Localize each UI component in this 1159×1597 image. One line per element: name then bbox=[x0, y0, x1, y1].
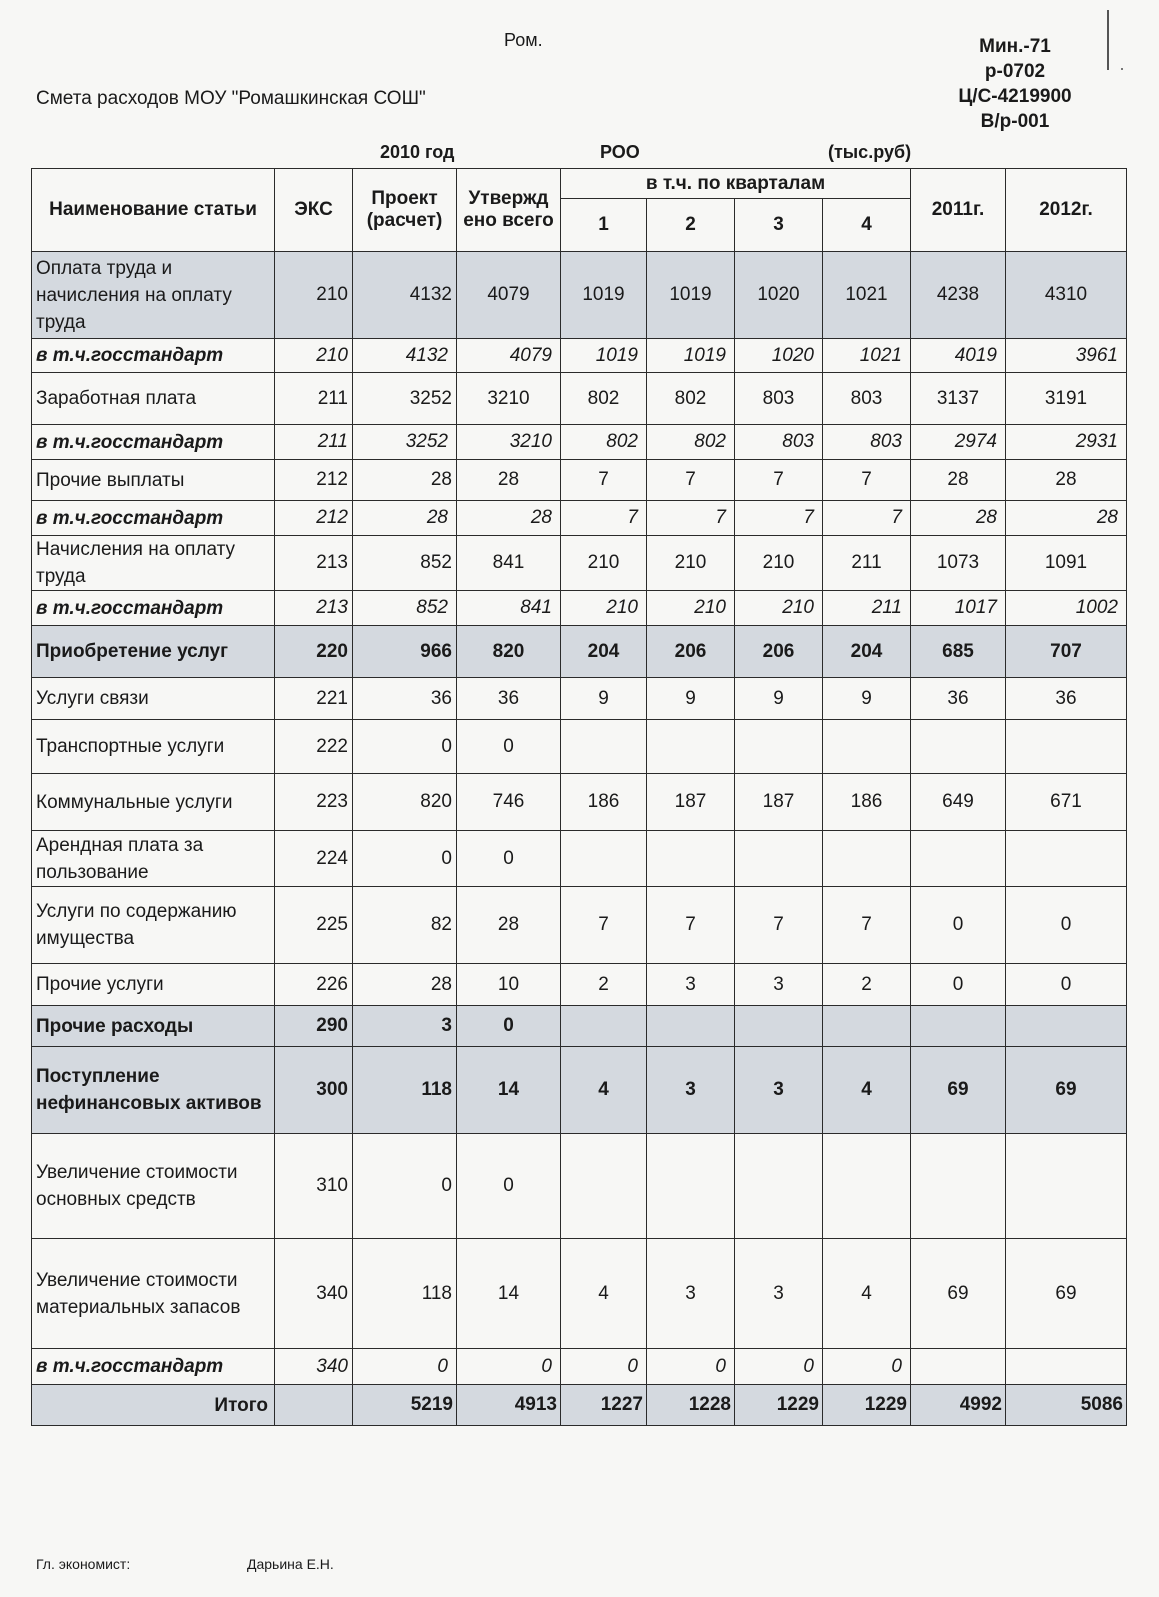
table-row bbox=[32, 720, 1127, 774]
cell-y2012 bbox=[1006, 720, 1127, 774]
row-name: Транспортные услуги bbox=[32, 720, 275, 774]
cell-appr: 841 bbox=[457, 591, 561, 626]
budget-table bbox=[31, 168, 1127, 1426]
cell-proj: 118 bbox=[353, 1047, 457, 1134]
cell-y2011: 685 bbox=[911, 626, 1006, 678]
cell-q2: 206 bbox=[647, 626, 735, 678]
cell-proj: 4132 bbox=[353, 339, 457, 373]
cell-eks: 225 bbox=[275, 887, 353, 964]
cell-q2: 3 bbox=[647, 1239, 735, 1349]
cell-eks: 211 bbox=[275, 425, 353, 460]
cell-appr: 3210 bbox=[457, 425, 561, 460]
cell-appr: 3210 bbox=[457, 373, 561, 425]
cell-q2 bbox=[647, 1006, 735, 1047]
cell-q3: 1229 bbox=[735, 1385, 823, 1426]
cell-q2: 7 bbox=[647, 460, 735, 501]
cell-y2011: 649 bbox=[911, 774, 1006, 831]
budget-year: 2010 год bbox=[380, 142, 455, 162]
cell-q2: 9 bbox=[647, 678, 735, 720]
cell-proj: 0 bbox=[353, 720, 457, 774]
department-label: РОО bbox=[600, 142, 640, 162]
cell-q1: 210 bbox=[561, 591, 647, 626]
cell-q4 bbox=[823, 1006, 911, 1047]
cell-proj: 118 bbox=[353, 1239, 457, 1349]
code-section: р-0702 bbox=[984, 61, 1046, 82]
top-center-note: Ром. bbox=[504, 30, 543, 50]
cell-q3: 803 bbox=[735, 425, 823, 460]
row-name: в т.ч.госстандарт bbox=[32, 425, 275, 460]
cell-q3: 3 bbox=[735, 1239, 823, 1349]
row-name: Оплата труда и начисления на оплату труда bbox=[32, 252, 275, 339]
cell-q3: 0 bbox=[735, 1349, 823, 1385]
cell-y2011: 69 bbox=[911, 1239, 1006, 1349]
table-row bbox=[32, 678, 1127, 720]
cell-y2012: 3191 bbox=[1006, 373, 1127, 425]
row-name: Прочие услуги bbox=[32, 964, 275, 1006]
cell-y2012: 4310 bbox=[1006, 252, 1127, 339]
cell-q4: 4 bbox=[823, 1239, 911, 1349]
row-name: Арендная плата за пользование bbox=[32, 831, 275, 887]
cell-q2 bbox=[647, 720, 735, 774]
cell-y2012: 0 bbox=[1006, 887, 1127, 964]
cell-eks: 226 bbox=[275, 964, 353, 1006]
cell-q3: 187 bbox=[735, 774, 823, 831]
cell-q1: 4 bbox=[561, 1047, 647, 1134]
cell-q4: 7 bbox=[823, 887, 911, 964]
cell-q1 bbox=[561, 720, 647, 774]
cell-q2: 7 bbox=[647, 501, 735, 536]
cell-appr: 28 bbox=[457, 460, 561, 501]
cell-proj: 0 bbox=[353, 1349, 457, 1385]
header-name: Наименование статьи bbox=[32, 169, 275, 252]
cell-eks: 223 bbox=[275, 774, 353, 831]
cell-proj: 3252 bbox=[353, 425, 457, 460]
cell-q1: 9 bbox=[561, 678, 647, 720]
cell-y2011 bbox=[911, 1134, 1006, 1239]
cell-q2: 3 bbox=[647, 964, 735, 1006]
table-row bbox=[32, 339, 1127, 373]
cell-q4: 204 bbox=[823, 626, 911, 678]
table-row bbox=[32, 774, 1127, 831]
row-name: Увеличение стоимости материальных запасов bbox=[32, 1239, 275, 1349]
cell-q1: 4 bbox=[561, 1239, 647, 1349]
cell-q3: 803 bbox=[735, 373, 823, 425]
cell-appr: 841 bbox=[457, 536, 561, 591]
cell-y2012 bbox=[1006, 1134, 1127, 1239]
cell-y2012: 1091 bbox=[1006, 536, 1127, 591]
cell-y2011 bbox=[911, 720, 1006, 774]
cell-q4: 0 bbox=[823, 1349, 911, 1385]
header-eks: ЭКС bbox=[275, 169, 353, 252]
cell-q4 bbox=[823, 1134, 911, 1239]
cell-q4: 803 bbox=[823, 425, 911, 460]
cell-q3 bbox=[735, 720, 823, 774]
cell-eks: 340 bbox=[275, 1349, 353, 1385]
cell-q4: 211 bbox=[823, 591, 911, 626]
cell-eks: 212 bbox=[275, 460, 353, 501]
cell-appr: 0 bbox=[457, 831, 561, 887]
table-row bbox=[32, 1006, 1127, 1047]
cell-q1: 1019 bbox=[561, 252, 647, 339]
table-row bbox=[32, 1047, 1127, 1134]
cell-y2011: 4238 bbox=[911, 252, 1006, 339]
cell-y2012: 36 bbox=[1006, 678, 1127, 720]
row-name: Итого bbox=[32, 1385, 275, 1426]
cell-q1: 2 bbox=[561, 964, 647, 1006]
cell-q4 bbox=[823, 831, 911, 887]
cell-appr: 14 bbox=[457, 1047, 561, 1134]
cell-q2: 1228 bbox=[647, 1385, 735, 1426]
cell-y2011: 3137 bbox=[911, 373, 1006, 425]
page-edge-mark bbox=[1107, 10, 1109, 70]
signature-name: Дарьина Е.Н. bbox=[247, 1556, 334, 1572]
table-row bbox=[32, 252, 1127, 339]
cell-eks: 221 bbox=[275, 678, 353, 720]
cell-q4: 211 bbox=[823, 536, 911, 591]
cell-eks: 220 bbox=[275, 626, 353, 678]
page-edge-dot bbox=[1121, 68, 1123, 70]
row-name: Увеличение стоимости основных средств bbox=[32, 1134, 275, 1239]
cell-eks: 212 bbox=[275, 501, 353, 536]
cell-proj: 852 bbox=[353, 591, 457, 626]
header-2012: 2012г. bbox=[1006, 169, 1127, 252]
cell-eks: 211 bbox=[275, 373, 353, 425]
row-name: Услуги по содержанию имущества bbox=[32, 887, 275, 964]
cell-q3: 7 bbox=[735, 501, 823, 536]
cell-y2011: 0 bbox=[911, 887, 1006, 964]
cell-y2011: 1073 bbox=[911, 536, 1006, 591]
header-quarter-2: 2 bbox=[647, 199, 735, 252]
header-project: Проект (расчет) bbox=[353, 169, 457, 252]
cell-y2011 bbox=[911, 1349, 1006, 1385]
cell-q4: 803 bbox=[823, 373, 911, 425]
cell-proj: 3252 bbox=[353, 373, 457, 425]
table-row bbox=[32, 425, 1127, 460]
cell-proj: 4132 bbox=[353, 252, 457, 339]
cell-q3 bbox=[735, 1006, 823, 1047]
row-name: Начисления на оплату труда bbox=[32, 536, 275, 591]
cell-y2012 bbox=[1006, 1349, 1127, 1385]
document-title: Смета расходов МОУ "Ромашкинская СОШ" bbox=[36, 88, 426, 109]
cell-q2: 187 bbox=[647, 774, 735, 831]
cell-q3 bbox=[735, 831, 823, 887]
cell-q4: 7 bbox=[823, 460, 911, 501]
cell-eks: 300 bbox=[275, 1047, 353, 1134]
cell-q3: 3 bbox=[735, 1047, 823, 1134]
cell-q1: 802 bbox=[561, 425, 647, 460]
cell-q1: 0 bbox=[561, 1349, 647, 1385]
cell-q2: 1019 bbox=[647, 339, 735, 373]
code-target: Ц/С-4219900 bbox=[958, 86, 1072, 107]
table-row bbox=[32, 887, 1127, 964]
header-2011: 2011г. bbox=[911, 169, 1006, 252]
cell-y2011: 28 bbox=[911, 501, 1006, 536]
cell-proj: 852 bbox=[353, 536, 457, 591]
cell-q1: 7 bbox=[561, 887, 647, 964]
table-row bbox=[32, 373, 1127, 425]
row-name: Приобретение услуг bbox=[32, 626, 275, 678]
cell-eks: 210 bbox=[275, 339, 353, 373]
cell-q4: 4 bbox=[823, 1047, 911, 1134]
cell-q1 bbox=[561, 1006, 647, 1047]
cell-q4: 1021 bbox=[823, 339, 911, 373]
cell-q1 bbox=[561, 831, 647, 887]
cell-y2011: 1017 bbox=[911, 591, 1006, 626]
cell-appr: 820 bbox=[457, 626, 561, 678]
cell-y2012: 0 bbox=[1006, 964, 1127, 1006]
cell-appr: 28 bbox=[457, 887, 561, 964]
cell-eks: 213 bbox=[275, 536, 353, 591]
cell-appr: 746 bbox=[457, 774, 561, 831]
header-approved: Утвержд ено всего bbox=[457, 169, 561, 252]
cell-eks: 213 bbox=[275, 591, 353, 626]
cell-y2012: 1002 bbox=[1006, 591, 1127, 626]
table-row bbox=[32, 1239, 1127, 1349]
header-quarter-1: 1 bbox=[561, 199, 647, 252]
cell-q2: 3 bbox=[647, 1047, 735, 1134]
cell-y2011 bbox=[911, 831, 1006, 887]
cell-proj: 0 bbox=[353, 831, 457, 887]
table-header-row bbox=[32, 169, 1127, 199]
header-quarters-title: в т.ч. по кварталам bbox=[561, 169, 911, 199]
units-label: (тыс.руб) bbox=[828, 142, 912, 162]
cell-q2: 210 bbox=[647, 536, 735, 591]
cell-y2011: 2974 bbox=[911, 425, 1006, 460]
row-name: в т.ч.госстандарт bbox=[32, 501, 275, 536]
cell-eks: 222 bbox=[275, 720, 353, 774]
code-ministry: Мин.-71 bbox=[979, 36, 1051, 57]
cell-q3 bbox=[735, 1134, 823, 1239]
table-row bbox=[32, 1349, 1127, 1385]
cell-q3: 3 bbox=[735, 964, 823, 1006]
cell-y2012 bbox=[1006, 831, 1127, 887]
cell-q2: 210 bbox=[647, 591, 735, 626]
cell-q3: 7 bbox=[735, 460, 823, 501]
cell-q3: 210 bbox=[735, 536, 823, 591]
cell-y2012: 5086 bbox=[1006, 1385, 1127, 1426]
cell-q1: 186 bbox=[561, 774, 647, 831]
cell-eks: 210 bbox=[275, 252, 353, 339]
cell-y2012 bbox=[1006, 1006, 1127, 1047]
cell-y2011: 28 bbox=[911, 460, 1006, 501]
cell-q4 bbox=[823, 720, 911, 774]
cell-appr: 0 bbox=[457, 1349, 561, 1385]
cell-q4: 1021 bbox=[823, 252, 911, 339]
cell-q3: 206 bbox=[735, 626, 823, 678]
cell-proj: 5219 bbox=[353, 1385, 457, 1426]
table-row bbox=[32, 536, 1127, 591]
cell-q2: 1019 bbox=[647, 252, 735, 339]
cell-eks: 340 bbox=[275, 1239, 353, 1349]
cell-y2012: 28 bbox=[1006, 501, 1127, 536]
table-row bbox=[32, 626, 1127, 678]
cell-q4: 2 bbox=[823, 964, 911, 1006]
cell-q2: 0 bbox=[647, 1349, 735, 1385]
cell-appr: 28 bbox=[457, 501, 561, 536]
cell-y2012: 2931 bbox=[1006, 425, 1127, 460]
cell-proj: 28 bbox=[353, 964, 457, 1006]
table-row bbox=[32, 460, 1127, 501]
cell-q1: 210 bbox=[561, 536, 647, 591]
cell-y2012: 671 bbox=[1006, 774, 1127, 831]
table-row bbox=[32, 501, 1127, 536]
cell-q1 bbox=[561, 1134, 647, 1239]
cell-q4: 7 bbox=[823, 501, 911, 536]
cell-proj: 28 bbox=[353, 460, 457, 501]
row-name: в т.ч.госстандарт bbox=[32, 1349, 275, 1385]
cell-q1: 7 bbox=[561, 501, 647, 536]
cell-appr: 4913 bbox=[457, 1385, 561, 1426]
cell-proj: 966 bbox=[353, 626, 457, 678]
cell-q1: 204 bbox=[561, 626, 647, 678]
cell-q2 bbox=[647, 831, 735, 887]
cell-q1: 1019 bbox=[561, 339, 647, 373]
cell-q4: 186 bbox=[823, 774, 911, 831]
cell-proj: 82 bbox=[353, 887, 457, 964]
cell-q3: 1020 bbox=[735, 252, 823, 339]
cell-y2012: 69 bbox=[1006, 1239, 1127, 1349]
cell-q3: 7 bbox=[735, 887, 823, 964]
cell-y2011 bbox=[911, 1006, 1006, 1047]
budget-codes bbox=[940, 34, 1090, 134]
row-name: Коммунальные услуги bbox=[32, 774, 275, 831]
cell-q4: 1229 bbox=[823, 1385, 911, 1426]
table-row bbox=[32, 964, 1127, 1006]
cell-proj: 820 bbox=[353, 774, 457, 831]
cell-appr: 10 bbox=[457, 964, 561, 1006]
cell-q3: 210 bbox=[735, 591, 823, 626]
cell-y2012: 28 bbox=[1006, 460, 1127, 501]
table-row bbox=[32, 831, 1127, 887]
table-row bbox=[32, 591, 1127, 626]
row-name: в т.ч.госстандарт bbox=[32, 339, 275, 373]
table-body bbox=[32, 252, 1127, 1426]
cell-y2011: 4992 bbox=[911, 1385, 1006, 1426]
cell-appr: 0 bbox=[457, 1134, 561, 1239]
cell-q1: 802 bbox=[561, 373, 647, 425]
row-name: Прочие выплаты bbox=[32, 460, 275, 501]
cell-proj: 28 bbox=[353, 501, 457, 536]
row-name: Поступление нефинансовых активов bbox=[32, 1047, 275, 1134]
cell-q1: 1227 bbox=[561, 1385, 647, 1426]
cell-q2: 802 bbox=[647, 373, 735, 425]
cell-appr: 4079 bbox=[457, 252, 561, 339]
cell-q2: 802 bbox=[647, 425, 735, 460]
cell-appr: 36 bbox=[457, 678, 561, 720]
cell-q3: 9 bbox=[735, 678, 823, 720]
cell-appr: 14 bbox=[457, 1239, 561, 1349]
cell-y2011: 69 bbox=[911, 1047, 1006, 1134]
cell-appr: 0 bbox=[457, 1006, 561, 1047]
row-name: в т.ч.госстандарт bbox=[32, 591, 275, 626]
cell-proj: 0 bbox=[353, 1134, 457, 1239]
cell-y2012: 3961 bbox=[1006, 339, 1127, 373]
cell-q2 bbox=[647, 1134, 735, 1239]
cell-q2: 7 bbox=[647, 887, 735, 964]
cell-y2011: 4019 bbox=[911, 339, 1006, 373]
cell-eks bbox=[275, 1385, 353, 1426]
cell-q4: 9 bbox=[823, 678, 911, 720]
cell-eks: 224 bbox=[275, 831, 353, 887]
cell-q1: 7 bbox=[561, 460, 647, 501]
cell-y2011: 36 bbox=[911, 678, 1006, 720]
table-row bbox=[32, 1134, 1127, 1239]
signature-role: Гл. экономист: bbox=[36, 1556, 131, 1572]
row-name: Услуги связи bbox=[32, 678, 275, 720]
cell-appr: 4079 bbox=[457, 339, 561, 373]
row-name: Прочие расходы bbox=[32, 1006, 275, 1047]
row-name: Заработная плата bbox=[32, 373, 275, 425]
cell-eks: 310 bbox=[275, 1134, 353, 1239]
cell-y2012: 69 bbox=[1006, 1047, 1127, 1134]
code-expense-type: В/р-001 bbox=[980, 111, 1050, 132]
cell-y2011: 0 bbox=[911, 964, 1006, 1006]
cell-proj: 36 bbox=[353, 678, 457, 720]
cell-q3: 1020 bbox=[735, 339, 823, 373]
cell-proj: 3 bbox=[353, 1006, 457, 1047]
cell-appr: 0 bbox=[457, 720, 561, 774]
header-quarter-4: 4 bbox=[823, 199, 911, 252]
header-quarter-3: 3 bbox=[735, 199, 823, 252]
cell-eks: 290 bbox=[275, 1006, 353, 1047]
cell-y2012: 707 bbox=[1006, 626, 1127, 678]
total-row bbox=[32, 1385, 1127, 1426]
